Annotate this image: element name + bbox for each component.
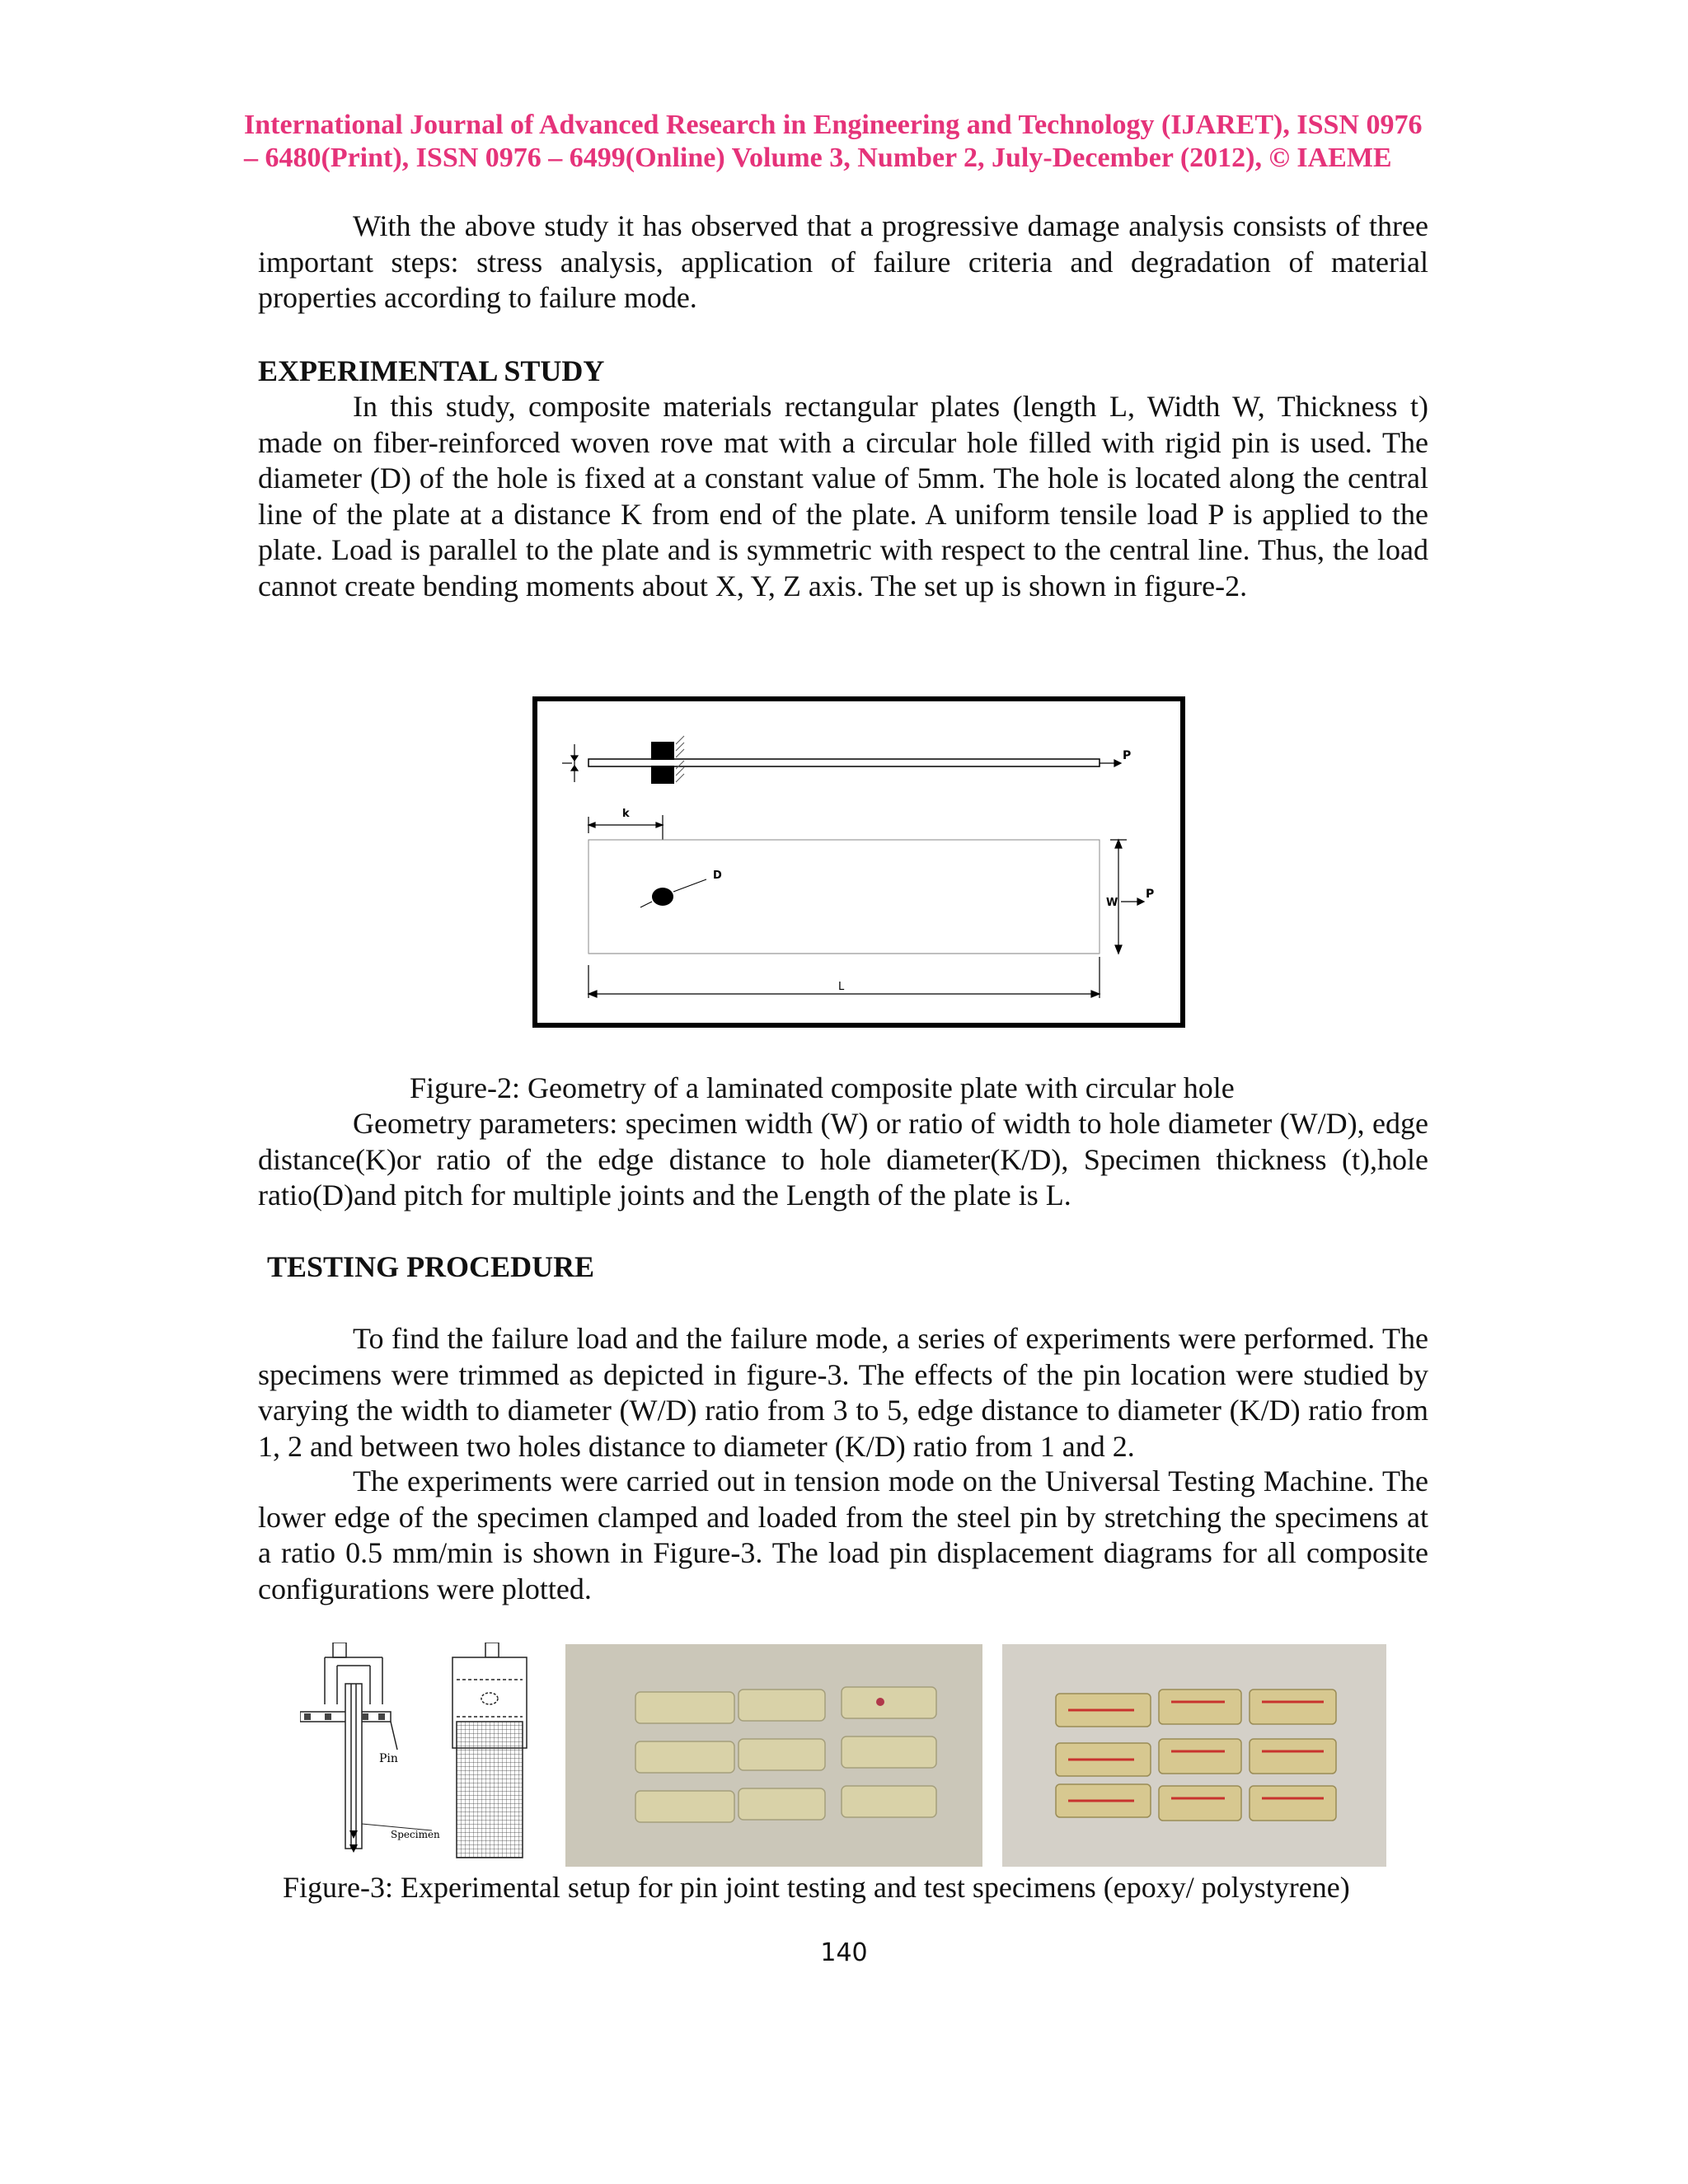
clamp-upper <box>651 742 674 760</box>
label-l: L <box>838 981 845 993</box>
journal-header <box>244 109 1480 175</box>
load-arrow-top <box>1100 760 1121 766</box>
testing-procedure-heading: TESTING PROCEDURE <box>267 1250 595 1283</box>
figure-3-caption: Figure-3: Experimental setup for pin joint testing and test specimens (epoxy/ polystyrene) <box>283 1871 1350 1904</box>
plate-side-view <box>588 759 1100 766</box>
label-p-top: P <box>1123 749 1132 762</box>
experimental-study-heading: EXPERIMENTAL STUDY <box>258 354 605 387</box>
journal-header-line-1: International Journal of Advanced Research in Engineering and Technology (IJARET), ISSN 0976 <box>244 110 1423 140</box>
figure-2-diagram <box>532 696 1185 1028</box>
figure-2-svg <box>537 701 1180 1023</box>
figure-2-caption: Figure-2: Geometry of a laminated composite plate with circular hole <box>410 1071 1235 1104</box>
label-w: W <box>1106 897 1118 909</box>
photo-1-svg <box>565 1644 982 1867</box>
photo-1-specimens <box>635 1687 936 1822</box>
label-p-side: P <box>1146 888 1155 901</box>
testing-paragraph-2: The experiments were carried out in tension mode on the Universal Testing Machine. The lower edge of the specimen clamped and loaded from the steel pin by stretching the specimens at a ratio 0.5 mm/min is shown in Figure-3. The load pin displacement diagrams for all composite configurations were plotted. <box>258 1465 1428 1605</box>
specimens-photo-1 <box>565 1644 982 1867</box>
fixture-front <box>452 1643 527 1858</box>
label-k: k <box>622 808 630 820</box>
fixture-svg <box>300 1643 560 1865</box>
page-number: 140 <box>820 1938 868 1967</box>
figure-3-fixture-sketch <box>300 1643 560 1865</box>
photo-2-svg <box>1002 1644 1386 1867</box>
intro-paragraph: With the above study it has observed that a progressive damage analysis consists of three important steps: stress analysis, application of failure criteria and degradation of material properties according to failure mode. <box>258 209 1428 314</box>
clamp-lower <box>651 766 674 784</box>
thickness-indicator <box>562 744 578 782</box>
experimental-study-paragraph: In this study, composite materials rectangular plates (length L, Width W, Thickness t) made on fiber-reinforced woven rove mat with a circular hole filled with rigid pin is used. The diameter (D) of the hole is fixed at a constant value of 5mm. The hole is located along the central line of the plate at a distance K from end of the plate. A uniform tensile load P is applied to the plate. Load is parallel to the plate and is symmetric with respect to the central line. Thus, the load cannot create bending moments about X, Y, Z axis. The set up is shown in figure-2. <box>258 390 1428 602</box>
load-arrow-side <box>1121 898 1144 905</box>
journal-header-line-2: – 6480(Print), ISSN 0976 – 6499(Online) Volume 3, Number 2, July-December (2012), © IAEME <box>244 143 1392 173</box>
label-specimen: Specimen <box>391 1829 440 1840</box>
label-d: D <box>713 869 722 882</box>
specimens-photo-2 <box>1002 1644 1386 1867</box>
circular-hole <box>652 888 673 906</box>
geometry-parameters-paragraph: Geometry parameters: specimen width (W) or ratio of width to hole diameter (W/D), edge distance(K)or ratio of the edge distance to hole diameter(K/D), Specimen thickness (t),hole ratio(D)and pitch for multiple joints and the Length of the plate is L. <box>258 1107 1428 1212</box>
label-pin: Pin <box>379 1752 398 1765</box>
photo-1-red-mark <box>876 1698 884 1706</box>
testing-paragraph-1: To find the failure load and the failure mode, a series of experiments were performed. The specimens were trimmed as depicted in figure-3. The effects of the pin location were studied by varying the width to diameter (W/D) ratio from 3 to 5, edge distance to diameter (K/D) ratio from 1, 2 and between two holes distance to diameter (K/D) ratio from 1 and 2. <box>258 1322 1428 1463</box>
clevis-side <box>300 1643 397 1849</box>
